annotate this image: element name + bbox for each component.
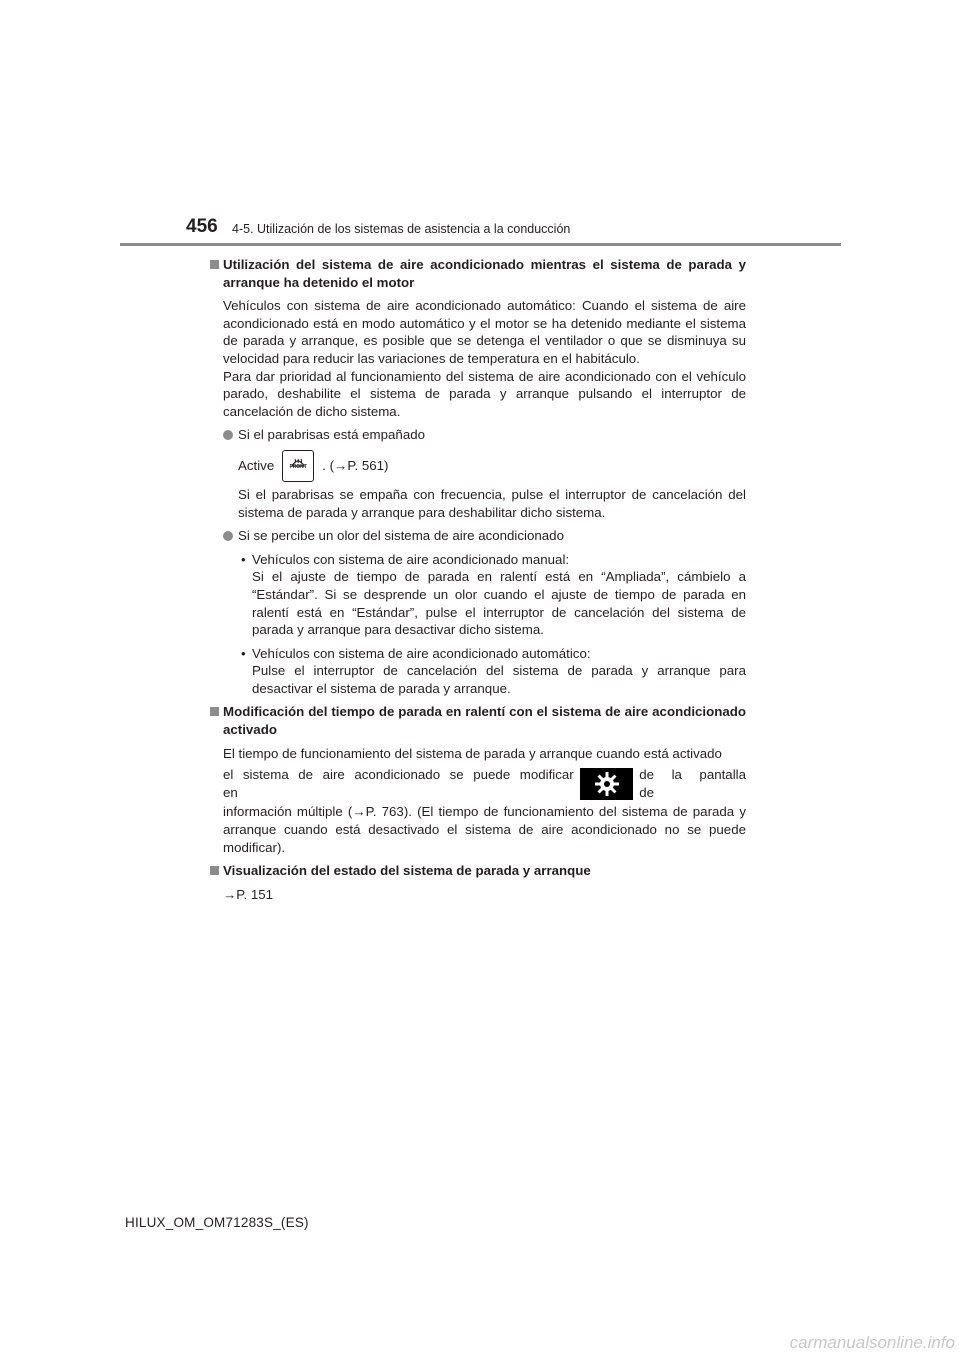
watermark: carmanualsonline.info bbox=[789, 1333, 955, 1352]
round-bullet-icon bbox=[223, 531, 233, 541]
square-bullet-icon bbox=[210, 260, 219, 269]
sub-item-manual-ac bbox=[210, 551, 746, 639]
section-heading-status-display bbox=[210, 862, 746, 880]
paragraph-text: de la pantalla de bbox=[639, 767, 746, 800]
paragraph-text: el sistema de aire acondicionado se puede modificar en bbox=[223, 767, 574, 800]
settings-gear-icon bbox=[580, 768, 634, 800]
square-bullet-icon bbox=[210, 707, 219, 716]
sub-item-lead: Vehículos con sistema de aire acondicionado automático: bbox=[252, 645, 591, 661]
heading-text: Modificación del tiempo de parada en ralentí con el sistema de aire acondicionado activado bbox=[223, 704, 746, 738]
heading-text: Visualización del estado del sistema de parada y arranque bbox=[223, 863, 591, 879]
activate-text: Active bbox=[238, 458, 275, 474]
bullet-item-windshield bbox=[210, 426, 746, 444]
paragraph: información múltiple (→P. 763). (El tiempo de funcionamiento del sistema de parada y arranque cuando está desactivado el sistema de aire acondicionado no se puede modificar). bbox=[223, 804, 746, 855]
paragraph: El tiempo de funcionamiento del sistema de parada y arranque cuando está activado bbox=[223, 745, 722, 761]
header-rule bbox=[120, 243, 841, 246]
footer-doc-code: HILUX_OM_OM71283S_(ES) bbox=[125, 1215, 309, 1230]
paragraph: Si el parabrisas se empaña con frecuencia, pulse el interruptor de cancelación del sistema de parada y arranque para deshabilitar dicho sistema. bbox=[238, 486, 746, 520]
bullet-title: Si el parabrisas está empañado bbox=[238, 427, 426, 443]
icon-label: FRONT bbox=[289, 464, 307, 471]
sub-item-lead: Vehículos con sistema de aire acondicionado manual: bbox=[252, 551, 570, 567]
paragraph-with-icon bbox=[210, 766, 746, 801]
heading-text: Utilización del sistema de aire acondicionado mientras el sistema de parada y arranque ha detenido el motor bbox=[223, 257, 746, 290]
main-content bbox=[210, 256, 746, 909]
page-reference: . (→P. 561) bbox=[322, 458, 389, 474]
sub-item-automatic-ac bbox=[210, 645, 746, 698]
front-defroster-icon bbox=[282, 450, 314, 482]
sub-item-text: Si el ajuste de tiempo de parada en ralentí está en “Ampliada”, cámbielo a “Estándar”. Si se desprende un olor cuando el ajuste de tiempo de parada en ralentí está en “Estándar”, pulse el interruptor de cancelación del sistema de parada y arranque para desactivar dicho sistema. bbox=[252, 569, 746, 638]
sub-bullet-mark: • bbox=[241, 645, 246, 661]
paragraph: Para dar prioridad al funcionamiento del sistema de aire acondicionado con el vehículo parado, deshabilite el sistema de parada y arranque pulsando el interruptor de cancelación de dicho sistema. bbox=[223, 368, 746, 419]
bullet-title: Si se percibe un olor del sistema de aire acondicionado bbox=[238, 528, 564, 544]
sub-bullet-mark: • bbox=[241, 551, 246, 567]
section-heading-ac-usage bbox=[210, 256, 746, 291]
sub-item-text: Pulse el interruptor de cancelación del sistema de parada y arranque para desactivar el sistema de parada y arranque. bbox=[252, 663, 746, 696]
section-heading-idle-time bbox=[210, 703, 746, 738]
round-bullet-icon bbox=[223, 430, 233, 440]
square-bullet-icon bbox=[210, 866, 219, 875]
page-number: 456 bbox=[186, 216, 218, 237]
activate-line bbox=[210, 450, 746, 482]
running-head: 4-5. Utilización de los sistemas de asistencia a la conducción bbox=[232, 222, 571, 236]
page-reference: →P. 151 bbox=[223, 886, 274, 902]
paragraph: Vehículos con sistema de aire acondicionado automático: Cuando el sistema de aire acondicionado está en modo automático y el motor se ha detenido mediante el sistema de parada y arranque, es posible que se detenga el ventilador o que se disminuya su velocidad para reducir las variaciones de temperatura en el habitáculo. bbox=[223, 298, 746, 366]
bullet-item-odor bbox=[210, 527, 746, 545]
